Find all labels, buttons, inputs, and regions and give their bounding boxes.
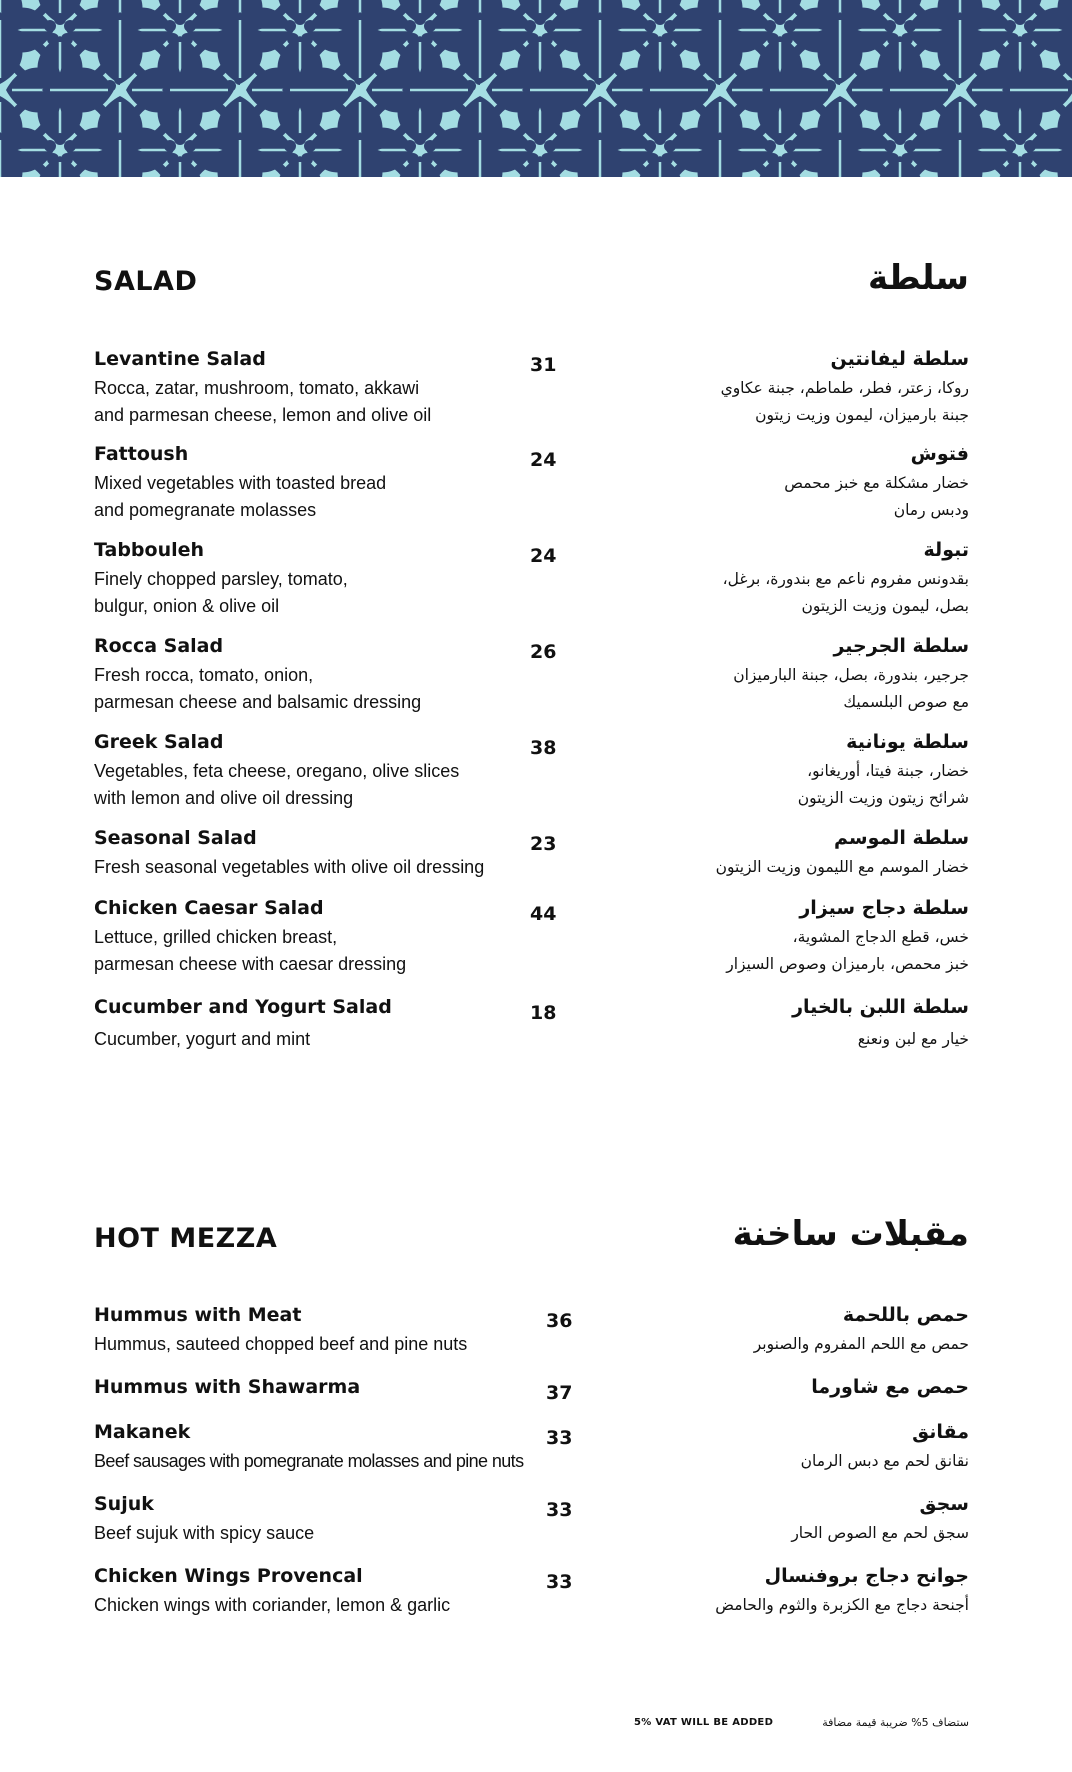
item-price: 31 — [530, 354, 557, 376]
item-name-en: Tabbouleh — [94, 539, 205, 561]
item-name-ar: سجق — [919, 1493, 969, 1515]
hot-mezza-title-ar: مقبلات ساخنة — [732, 1214, 969, 1254]
item-desc-en: Mixed vegetables with toasted bread and pomegranate molasses — [94, 473, 387, 520]
item-price: 37 — [546, 1382, 573, 1404]
item-desc-en: Beef sujuk with spicy sauce — [94, 1523, 315, 1543]
salad-title-ar: سلطة — [867, 258, 969, 298]
item-desc-ar: نقانق لحم مع دبس الرمان — [800, 1452, 969, 1470]
item-name-ar: سلطة ليفانتين — [830, 348, 969, 370]
item-name-ar: حمص مع شاورما — [811, 1376, 969, 1398]
decorative-banner — [0, 0, 1072, 177]
item-desc-ar: حمص مع اللحم المفروم والصنوبر — [753, 1335, 969, 1353]
item-price: 33 — [546, 1427, 573, 1449]
item-desc-ar: أجنحة دجاج مع الكزبرة والثوم والحامض — [715, 1596, 969, 1614]
item-desc-en: Rocca, zatar, mushroom, tomato, akkawi and parmesan cheese, lemon and olive oil — [94, 378, 432, 425]
item-price: 33 — [546, 1571, 573, 1593]
item-desc-ar: خضار مشكلة مع خبز محمص ودبس رمان — [784, 474, 969, 519]
item-desc-en: Fresh seasonal vegetables with olive oil dressing — [94, 857, 485, 877]
item-name-en: Makanek — [94, 1421, 191, 1443]
item-desc-ar: خضار الموسم مع الليمون وزيت الزيتون — [715, 858, 969, 876]
item-name-en: Chicken Caesar Salad — [94, 897, 324, 919]
item-name-ar: حمص باللحمة — [842, 1304, 969, 1326]
item-desc-ar: خضار، جبنة فيتا، أوريغانو، شرائح زيتون وزيت الزيتون — [797, 762, 969, 807]
item-desc-en: Finely chopped parsley, tomato, bulgur, onion & olive oil — [94, 569, 348, 616]
item-desc-ar: خيار مع لبن ونعنع — [857, 1030, 969, 1048]
item-name-en: Chicken Wings Provencal — [94, 1565, 363, 1587]
item-name-en: Rocca Salad — [94, 635, 224, 657]
item-name-ar: تبولة — [923, 539, 969, 561]
item-price: 24 — [530, 449, 557, 471]
item-name-ar: سلطة يونانية — [846, 731, 969, 753]
item-price: 23 — [530, 833, 557, 855]
item-price: 26 — [530, 641, 557, 663]
item-name-en: Sujuk — [94, 1493, 154, 1515]
item-desc-ar: روكا، زعتر، فطر، طماطم، جبنة عكاوي جبنة بارميزان، ليمون وزيت زيتون — [720, 379, 969, 424]
item-price: 33 — [546, 1499, 573, 1521]
item-desc-ar: جرجير، بندورة، بصل، جبنة البارميزان مع صوص البلسميك — [733, 666, 969, 711]
item-price: 36 — [546, 1310, 573, 1332]
item-desc-ar: بقدونس مفروم ناعم مع بندورة، برغل، بصل، ليمون وزيت الزيتون — [722, 570, 969, 615]
item-desc-en: Cucumber, yogurt and mint — [94, 1029, 311, 1049]
item-desc-en: Beef sausages with pomegranate molasses and pine nuts — [94, 1451, 524, 1471]
item-name-ar: مقانق — [912, 1421, 969, 1443]
item-desc-en: Hummus, sauteed chopped beef and pine nuts — [94, 1334, 468, 1354]
salad-title-en: SALAD — [94, 266, 198, 297]
item-name-ar: جوانح دجاج بروفنسال — [764, 1565, 969, 1587]
item-price: 18 — [530, 1002, 557, 1024]
item-name-en: Seasonal Salad — [94, 827, 257, 849]
item-name-en: Greek Salad — [94, 731, 224, 753]
item-price: 44 — [530, 903, 557, 925]
item-desc-en: Vegetables, feta cheese, oregano, olive slices with lemon and olive oil dressing — [94, 761, 460, 808]
hot-mezza-title-en: HOT MEZZA — [94, 1223, 278, 1254]
item-name-en: Hummus with Shawarma — [94, 1376, 361, 1398]
item-desc-ar: خس، قطع الدجاج المشوية، خبز محمص، بارميزان وصوص السيزار — [726, 928, 969, 973]
item-desc-en: Lettuce, grilled chicken breast, parmesan cheese with caesar dressing — [94, 927, 407, 974]
item-price: 38 — [530, 737, 557, 759]
item-name-en: Levantine Salad — [94, 348, 266, 370]
item-desc-ar: سجق لحم مع الصوص الحار — [791, 1524, 969, 1542]
item-name-ar: سلطة الموسم — [834, 827, 969, 849]
item-name-en: Hummus with Meat — [94, 1304, 302, 1326]
vat-notice-en: 5% VAT WILL BE ADDED — [634, 1717, 774, 1728]
item-desc-en: Fresh rocca, tomato, onion, parmesan cheese and balsamic dressing — [94, 665, 422, 712]
item-name-ar: سلطة اللبن بالخيار — [792, 996, 969, 1018]
item-name-en: Cucumber and Yogurt Salad — [94, 996, 392, 1018]
item-name-ar: سلطة دجاج سيزار — [799, 897, 969, 919]
item-name-en: Fattoush — [94, 443, 189, 465]
item-name-ar: فتوش — [910, 443, 969, 465]
item-name-ar: سلطة الجرجير — [833, 635, 969, 657]
arabesque-pattern-icon — [0, 0, 1072, 177]
vat-notice-ar: ستضاف 5% ضريبة قيمة مضافة — [822, 1716, 969, 1729]
item-desc-en: Chicken wings with coriander, lemon & garlic — [94, 1595, 451, 1615]
item-price: 24 — [530, 545, 557, 567]
